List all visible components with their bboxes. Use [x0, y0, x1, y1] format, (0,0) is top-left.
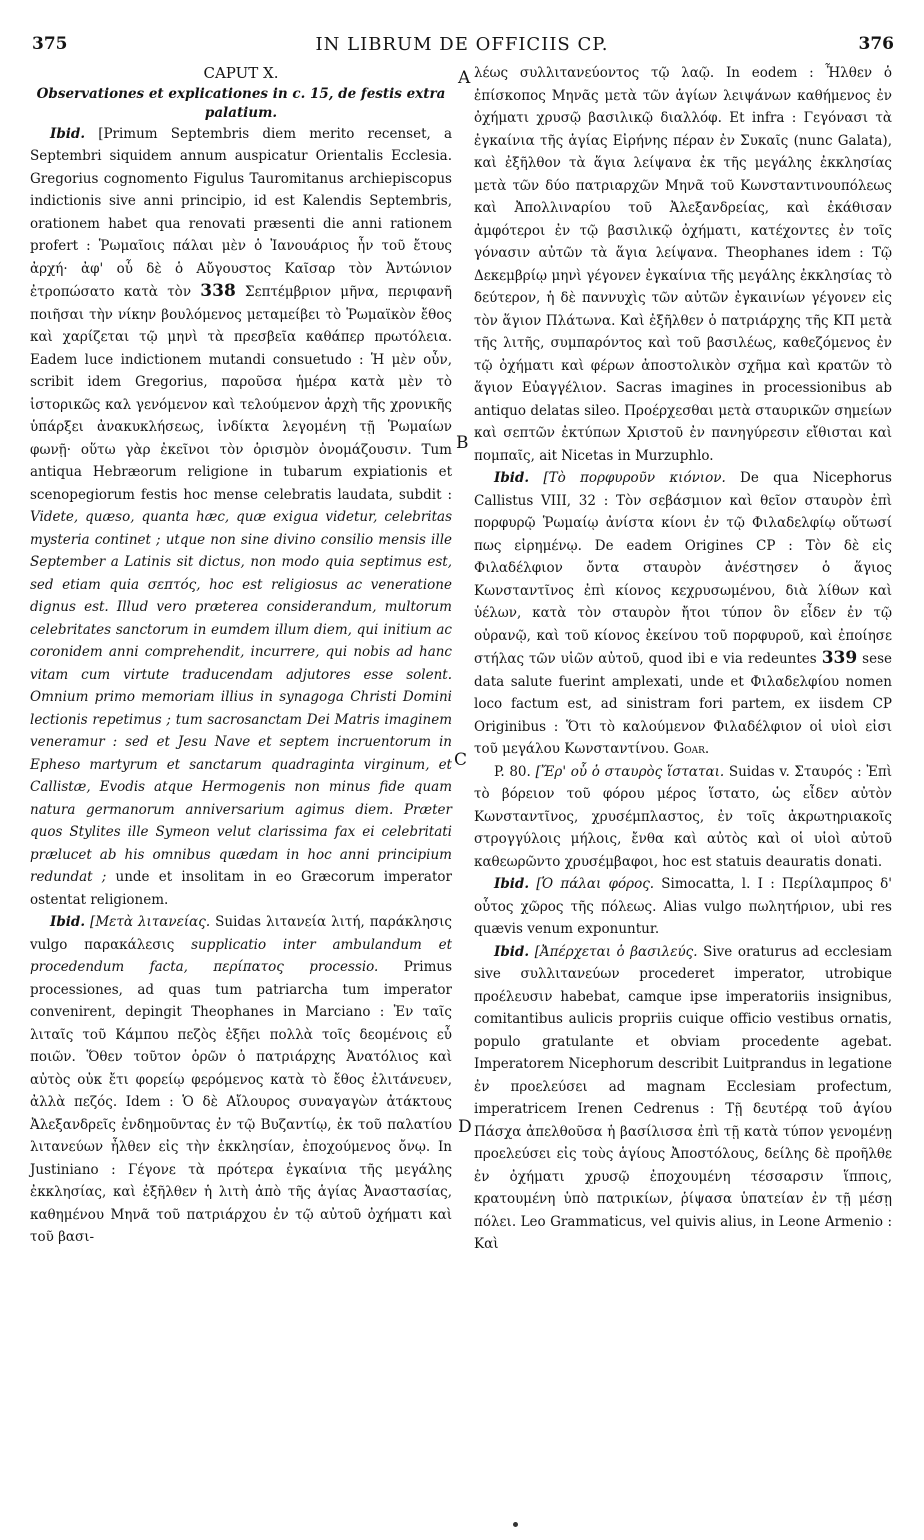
paragraph-porphyry-column [474, 467, 892, 761]
ibid-label: Ibid. [494, 470, 530, 486]
paragraph-text: unde et insolitam in eo Græcorum imperator ostentat religionem. [30, 869, 452, 908]
marginal-page-number: 338 [200, 281, 236, 301]
running-title: IN LIBRUM DE OFFICIIS CP. [315, 34, 609, 55]
author-signature: Goar. [673, 741, 710, 757]
paragraph-text: Primus processiones, ad quas tum patriarcha tum imperator convenirent, depingit Theophanes in Marciano : Ἐν ταῖς λιταῖς τοῦ Κάμπου πεζὸς ἐξῆει πολλὰ τοῖς δεομένοις εὖ ποιῶν. Ὅθεν τοῦτον ὁρῶν ὁ πατριάρχης Ἀνατόλιος καὶ αὐτὸς οὐκ ἔτι φορείῳ φερόμενος κατὰ τὸ ἔθος ἐλιτάνευεν, ἀλλὰ πεζός. Idem : Ὁ δὲ Αἴλουρος συναγαγὼν ἀτάκτους Ἀλεξανδρεῖς ἐνδημοῦντας ἐν τῷ Βυζαντίῳ, ἐκ τοῦ παλατίου λιτανεύων ἦλθεν εἰς τὴν ἐκκλησίαν, ἐποχούμενος ὄνῳ. In Justiniano : Γέγονε τὰ πρότερα ἐγκαίνια τῆς μεγάλης ἐκκλησίας, καὶ ἐξῆλθεν ἡ λιτὴ ἀπὸ τῆς ἁγίας Ἀναστασίας, καθημένου Μηνᾶ τοῦ πατριάρχου ἐν τῷ αὐτοῦ ὀχήματι καὶ τοῦ βασι- [30, 959, 452, 1245]
margin-letter-b: B [456, 433, 469, 453]
chapter-subtitle: Observationes et explicationes in c. 15, de festis extra palatium. [36, 85, 446, 121]
italic-gloss: supplicatio inter ambulandum et procedendum facta, περίπατος processio. [30, 936, 452, 975]
paragraph-cross [474, 761, 892, 874]
paragraph-text: Σεπτέμβριον μῆνα, περιφανῆ ποιῆσαι τὴν νίκην βουλόμενος μεταμείβει τὸ Ῥωμαϊκὸν ἔθος καὶ χαρίζεται τῷ μηνὶ τὰ πρεσβεῖα καθάπερ πρωτόλεια. Eadem luce indictionem mutandi consuetudo : Ἡ μὲν οὖν, scribit idem Gregorius, παροῦσα ἡμέρα κατὰ μὲν τὸ ἱστορικῶς καλ γενόμενον καὶ τελούμενον ἀρχὴ τῆς χρονικῆς ὑπάρξει ἀνακυκλήσεως, ἰνδίκτα λεγομένη τῇ Ῥωμαίων φωνῇ· οὕτω γὰρ ἐκεῖνοι τὸν ὁρισμὸν ὀνομάζουσιν. Tum antiqua Hebræorum religione in tubarum expiationis et scenopegiorum festis hoc mense celebratis laudata, subdit : [30, 284, 452, 503]
lemma: [Ἀπέρχεται ὁ βασιλεύς. [534, 943, 698, 960]
margin-letter-c: C [454, 750, 468, 770]
page-number-left: 375 [32, 34, 68, 54]
ink-speck [513, 1522, 518, 1527]
paragraph-text: Sive oraturus ad ecclesiam sive συλλιτανεύων procederet imperator, utrobique προέλευσιν habebat, camque ipse imperatoriis insignibus, comitantibus aulicis propriis cuique officio vestibus ornatis, populo gratulante et obviam procedente agebat. Imperatorem Nicephorum describit Luitprandus in legatione ἐν προελεύσει ad magnam Ecclesiam profectum, imperatricem Irenen Cedrenus : Τῇ δευτέρᾳ τοῦ ἁγίου Πάσχα ἀπελθοῦσα ἡ βασίλισσα ἐπὶ τῇ κατὰ τύπον γενομένῃ προελεύσει εἰς τοὺς ἁγίους Ἀποστόλους, δείλης δὲ προῆλθε ἐν ὀχήματι χρυσῷ ἐποχουμένη τέσσαρσιν ἵπποις, κρατουμένη ὑπὸ πατρικίων, ῥίψασα ὑπατείαν ἐν τῇ μέσῃ πόλει. Leo Grammaticus, vel quivis alius, in Leone Armenio : Καὶ [474, 943, 893, 1252]
ibid-label: Ibid. [494, 876, 530, 892]
right-column [474, 62, 892, 1256]
paragraph-emperor [474, 941, 892, 1256]
ibid-label: Ibid. [494, 943, 530, 960]
lemma: [Ἔρ' οὗ ὁ σταυρὸς ἵσταται. [535, 763, 725, 780]
margin-letter-a: A [458, 68, 471, 88]
lemma: [Ὁ πάλαι φόρος. [536, 876, 655, 892]
lemma: [Μετὰ λιτανείας. [90, 914, 211, 930]
chapter-heading: CAPUT X. [203, 64, 279, 82]
paragraph-text: Suidas λιτανεία λιτή, παράκλησις vulgo παρακάλεσις [30, 914, 452, 953]
ibid-label: Ibid. [50, 125, 86, 142]
running-header [30, 30, 894, 58]
paragraph-forum [474, 873, 892, 941]
paragraph-text: De qua Nicephorus Callistus VIII, 32 : Τὸν σεβάσμιον καὶ θεῖον σταυρὸν ἐπὶ πορφυρῷ Ῥωμαίῳ ἀνίστα κίονι ἐν τῷ Φιλαδελφίῳ οὕτωσί πως εἰρημένῳ. De eadem Origines CP : Τὸν δὲ εἰς Φιλαδέλφιον ὄντα σταυρὸν ἀνέστησεν ὁ ἅγιος Κωνσταντῖνος ἐπὶ κίονος κεχρυσωμένου, διὰ λίθων καὶ ὑέλων, κατὰ τὸν σταυρὸν ἤτοι τύπον ὃν εἶδεν ἐν τῷ οὐρανῷ, καὶ τοῦ κίονος ἐκείνου τοῦ πορφυροῦ, καὶ ἐποίησε στήλας τῶν υἱῶν αὐτοῦ, quod ibi e via redeuntes [474, 470, 892, 667]
paragraph-text: Suidas v. Σταυρός : Ἐπὶ τὸ βόρειον τοῦ φόρου μέρος ἵστατο, ὡς εἶδεν αὐτὸν Κωνσταντῖνος, χρυσέμπλαστος, ἐν τοῖς ἀκρωτηριακοῖς στρογγύλοις μήλοις, ἔνθα καὶ αὐτὸς καὶ οἱ υἱοὶ αὐτοῦ καθεωρῶντο χρυσέμβαφοι, hoc est statuis deauratis donati. [474, 763, 893, 870]
paragraph-text: Simocatta, l. I : Περίλαμπρος δ' οὗτος χῶρος τῆς πόλεως. Alias vulgo πωλητήριον, ubi res quævis venum exponuntur. [474, 876, 892, 937]
margin-letter-d: D [458, 1117, 472, 1137]
paragraph-litany [30, 911, 452, 1249]
marginal-page-number: 339 [821, 648, 858, 668]
left-column [30, 62, 452, 1249]
paragraph-text: [Primum Septembris diem merito recenset, a Septembri siquidem annum auspicatur Orientalis Ecclesia. Gregorius cognomento Figulus Tauromitanus archiepiscopus indictionis sive anni principio, id est Kalendis Septembris, orationem habet qua renovati præsenti die anni rationem profert : Ῥωμαῖοις πάλαι μὲν ὁ Ἰανουάριος ἦν τοῦ ἔτους ἀρχή· ἀφ' οὗ δὲ ὁ Αὔγουστος Καῖσαρ τὸν Ἀντώνιον ἐτροπώσατο κατὰ τὸν [30, 125, 453, 300]
lemma: [Τὸ πορφυροῦν κιόνιον. [543, 470, 726, 486]
paragraph-text: sese data salute fuerint amplexati, unde et Φιλαδελφίου nomen loco factum est, ad sinistram fori partem, ex iisdem CP Originibus : Ὅτι τὸ καλούμενον Φιλαδέλφιον οἱ υἱοὶ εἰσι τοῦ μεγάλου Κωνσταντίνου. [474, 651, 892, 757]
italic-quotation: Videte, quæso, quanta hæc, quæ exigua videtur, celebritas mysteria continet ; utque non sine divino consilio mensis ille September a Latinis sit dictus, non modo quia septimus est, sed etiam quia σεπτός, hoc est religiosus ac veneratione dignus est. Illud vero præterea considerandum, multorum celebritates sanctorum in eumdem illum diem, qui initium ac coronidem anni comprehendit, incurrere, qui nobis ad hanc vitam cum virtute traducendam adjutores esse solent. Omnium primo memoriam illius in synagoga Christi Domini lectionis repetimus ; tum sacrosanctam Dei Matris imaginem veneramur : sed et Jesu Nave et septem incruentorum in Epheso martyrum et sanctarum quadraginta virginum, et Callistæ, Evodis atque Hermogenis non minus fide quam natura germanorum anniversarium agimus diem. Præter quos Stylites ille Symeon velut clarissima fax ei celebritati prælucet ab his omnibus quædam in hoc anni principium redundat ; [30, 509, 452, 885]
page-reference: P. 80. [494, 763, 531, 780]
paragraph-september [30, 123, 452, 912]
ibid-label: Ibid. [50, 914, 86, 930]
paragraph-continuation: λέως συλλιτανεύοντος τῷ λαῷ. In eodem : Ἦλθεν ὁ ἐπίσκοπος Μηνᾶς μετὰ τῶν ἁγίων λειψάνων καθήμενος ἐν ὀχήματι χρυσῷ βασιλικῷ διαλλόφ. Et infra : Γεγόνασι τὰ ἐγκαίνια τῆς ἁγίας Εἰρήνης πέραν ἐν Συκαῖς (nunc Galata), καὶ ἐξῆλθον τὰ ἅγια λείψανα ἐκ τῆς μεγάλης ἐκκλησίας μετὰ τῶν δύο πατριαρχῶν Μηνᾶ τοῦ Κωνσταντινουπόλεως καὶ Ἀπολλιναρίου τοῦ Ἀλεξανδρείας, καὶ ἐκάθισαν ἀμφότεροι ἐν τῷ βασιλικῷ ὀχήματι, κατέχοντες ἐν τοῖς γόνασιν αὐτῶν τὰ ἅγια λείψανα. Theophanes idem : Τῷ Δεκεμβρίῳ μηνὶ γέγονεν ἐγκαίνια τῆς μεγάλης ἐκκλησίας τὸ δεύτερον, ἡ δὲ παννυχὶς τῶν αὐτῶν ἐγκαινίων γέγονεν εἰς τὸν ἅγιον Πλάτωνα. Καὶ ἐξῆλθεν ὁ πατριάρχης τῆς ΚΠ μετὰ τῆς λιτῆς, συμπαρόντος καὶ τοῦ βασιλέως, καθεζόμενος ἐν τῷ ὀχήματι καὶ φέρων ἀποστολικὸν σχῆμα καὶ κρατῶν τὸ ἅγιον Εὐαγγέλιον. Sacras imagines in processionibus ab antiquo delatas sileo. Προέρχεσθαι μετὰ σταυρικῶν σημείων καὶ σεπτῶν ἐκτύπων Χριστοῦ ἐν πανηγύρεσιν εἴθισται καὶ πομπαῖς, ait Nicetas in Murzuphlo. [474, 65, 892, 464]
page-number-right: 376 [858, 34, 894, 54]
